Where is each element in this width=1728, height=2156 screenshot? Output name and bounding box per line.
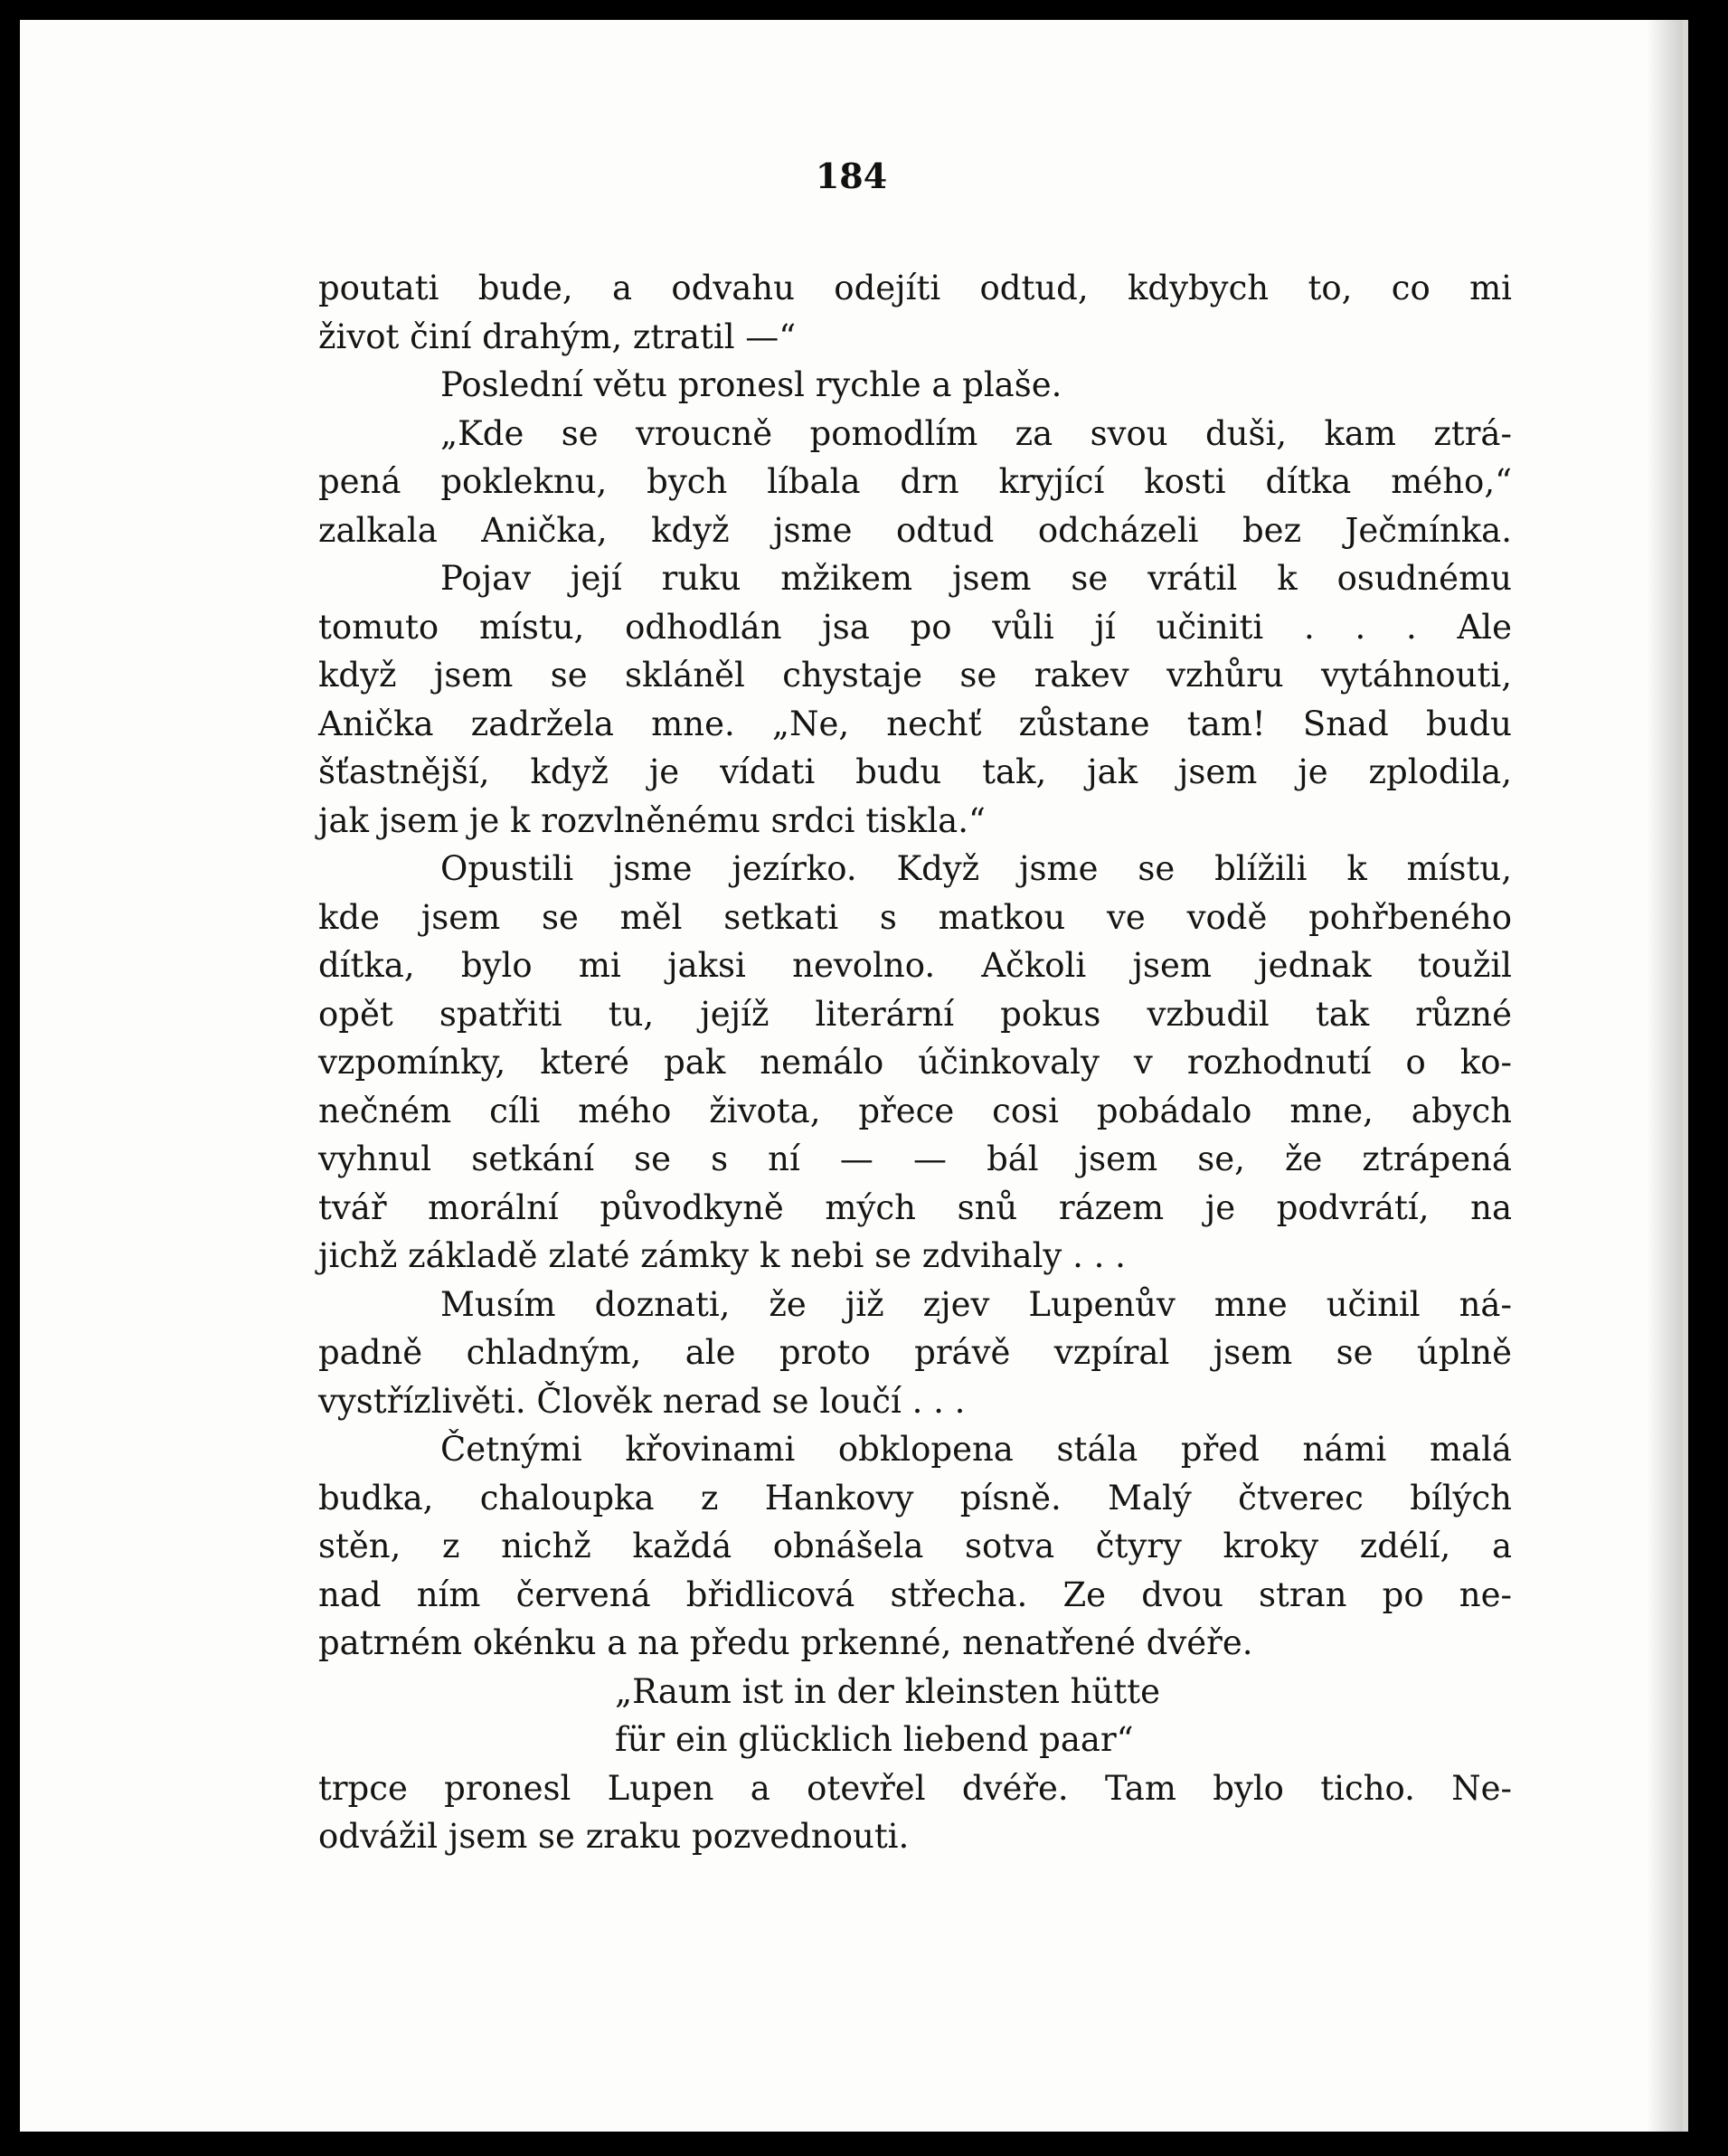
text-line: tomuto místu, odhodlán jsa po vůli jí učiniti . . . Ale <box>318 607 1512 647</box>
text-line: Anička zadržela mne. „Ne, nechť zůstane tam! Snad budu <box>318 704 1512 743</box>
text-line: kde jsem se měl setkati s matkou ve vodě pohřbeného <box>318 897 1512 937</box>
text-line: život činí drahým, ztratil —“ <box>318 317 797 356</box>
verse-line: „Raum ist in der kleinsten hütte <box>615 1671 1160 1711</box>
page-number: 184 <box>815 156 888 196</box>
body-text <box>318 264 1512 1861</box>
text-line: jak jsem je k rozvlněnému srdci tiskla.“ <box>318 800 986 840</box>
text-line: budka, chaloupka z Hankovy písně. Malý čtverec bílých <box>318 1478 1512 1518</box>
text-line: zalkala Anička, když jsme odtud odcházeli bez Ječmínka. <box>318 510 1512 550</box>
verse-line: für ein glücklich liebend paar“ <box>615 1720 1134 1759</box>
text-line: tvář morální původkyně mých snů rázem je podvrátí, na <box>318 1187 1512 1227</box>
text-line: vzpomínky, které pak nemálo účinkovaly v rozhodnutí o ko- <box>318 1043 1512 1082</box>
text-line: Musím doznati, že již zjev Lupenův mne učinil ná- <box>440 1284 1512 1324</box>
text-line: vystřízlivěti. Člověk nerad se loučí . . . <box>318 1381 966 1421</box>
page-edge-shadow <box>1647 20 1683 2132</box>
text-line: patrném okénku a na předu prkenné, nenatřené dvéře. <box>318 1623 1253 1662</box>
text-line: padně chladným, ale proto právě vzpíral jsem se úplně <box>318 1333 1512 1372</box>
text-line: Poslední větu pronesl rychle a plaše. <box>440 365 1062 404</box>
text-line: odvážil jsem se zraku pozvednouti. <box>318 1817 910 1856</box>
text-line: dítka, bylo mi jaksi nevolno. Ačkoli jsem jednak toužil <box>318 946 1512 985</box>
text-line: Opustili jsme jezírko. Když jsme se blížili k místu, <box>440 849 1512 888</box>
text-line: trpce pronesl Lupen a otevřel dvéře. Tam bylo ticho. Ne- <box>318 1768 1512 1808</box>
text-line: Četnými křovinami obklopena stála před námi malá <box>440 1430 1512 1469</box>
text-line: poutati bude, a odvahu odejíti odtud, kdybych to, co mi <box>318 269 1512 307</box>
text-line: opět spatřiti tu, jejíž literární pokus vzbudil tak různé <box>318 994 1512 1034</box>
text-line: vyhnul setkání se s ní — — bál jsem se, že ztrápená <box>318 1139 1512 1178</box>
text-line: šťastnější, když je vídati budu tak, jak jsem je zplodila, <box>318 752 1512 791</box>
text-line: když jsem se skláněl chystaje se rakev vzhůru vytáhnouti, <box>318 656 1512 695</box>
text-line: nečném cíli mého života, přece cosi pobádalo mne, abych <box>318 1091 1512 1130</box>
text-line: Pojav její ruku mžikem jsem se vrátil k osudnému <box>440 559 1512 598</box>
text-line: stěn, z nichž každá obnášela sotva čtyry kroky zdélí, a <box>318 1527 1512 1565</box>
text-line: jichž základě zlaté zámky k nebi se zdvihaly . . . <box>318 1236 1126 1275</box>
text-line: pená pokleknu, bych líbala drn kryjící kosti dítka mého,“ <box>318 462 1512 501</box>
text-line: „Kde se vroucně pomodlím za svou duši, kam ztrá- <box>440 413 1512 453</box>
text-line: nad ním červená břidlicová střecha. Ze dvou stran po ne- <box>318 1574 1512 1614</box>
book-page <box>20 20 1688 2132</box>
